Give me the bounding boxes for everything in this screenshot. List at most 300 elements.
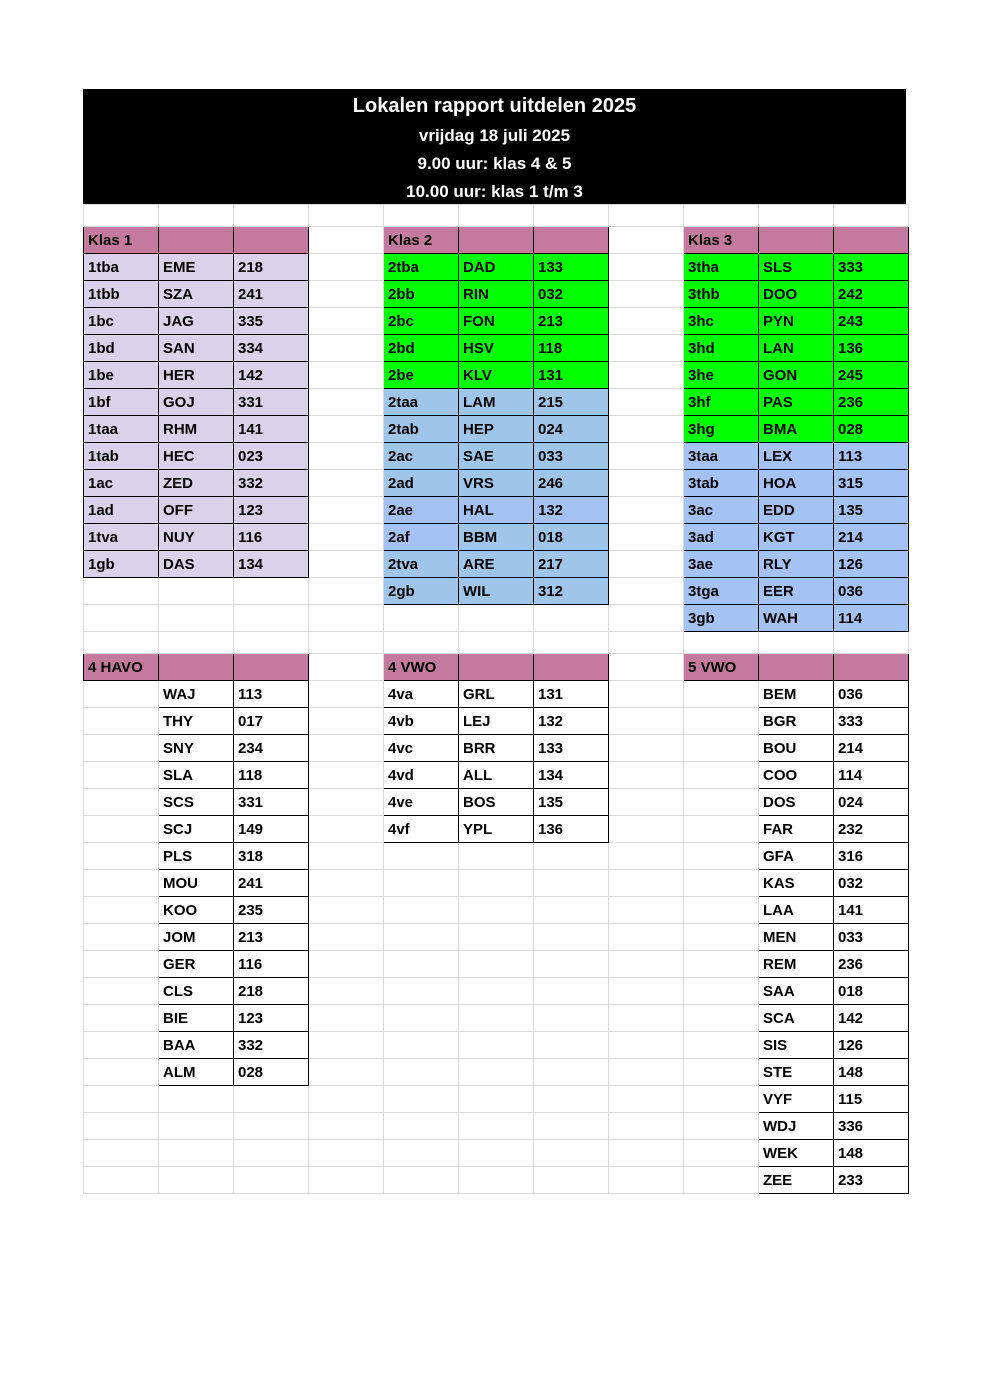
- class-cell: 3tga: [684, 578, 759, 605]
- room-cell: 131: [534, 681, 609, 708]
- grid-cell: [84, 816, 159, 843]
- grid-cell: [684, 1059, 759, 1086]
- class-cell: 2taa: [384, 389, 459, 416]
- grid-cell: [684, 632, 759, 654]
- grid-cell: [684, 843, 759, 870]
- room-cell: 024: [834, 789, 909, 816]
- grid-cell: [309, 1113, 384, 1140]
- room-cell: 116: [234, 951, 309, 978]
- teacher-cell: RLY: [759, 551, 834, 578]
- grid-cell: [684, 951, 759, 978]
- room-cell: 233: [834, 1167, 909, 1194]
- class-cell: 1bc: [84, 308, 159, 335]
- class-cell: 3hc: [684, 308, 759, 335]
- grid-cell: [609, 870, 684, 897]
- teacher-cell: COO: [759, 762, 834, 789]
- room-cell: 218: [234, 254, 309, 281]
- room-cell: 246: [534, 470, 609, 497]
- grid-cell: [309, 897, 384, 924]
- schedule-line-1: 9.00 uur: klas 4 & 5: [417, 154, 572, 173]
- teacher-cell: WIL: [459, 578, 534, 605]
- teacher-cell: BEM: [759, 681, 834, 708]
- teacher-cell: WAH: [759, 605, 834, 632]
- grid-cell: [84, 897, 159, 924]
- teacher-cell: SAN: [159, 335, 234, 362]
- grid-cell: [684, 1005, 759, 1032]
- room-cell: 133: [534, 254, 609, 281]
- teacher-cell: LEX: [759, 443, 834, 470]
- room-cell: 217: [534, 551, 609, 578]
- grid-cell: [609, 605, 684, 632]
- class-cell: 2ae: [384, 497, 459, 524]
- grid-cell: [609, 735, 684, 762]
- grid-cell: [309, 789, 384, 816]
- teacher-cell: SCJ: [159, 816, 234, 843]
- teacher-cell: GOJ: [159, 389, 234, 416]
- grid-cell: [759, 632, 834, 654]
- grid-cell: [534, 632, 609, 654]
- grid-cell: [609, 681, 684, 708]
- grid-row: [84, 978, 909, 1005]
- grid-cell: [684, 762, 759, 789]
- grid-cell: [384, 870, 459, 897]
- class-cell: 3hf: [684, 389, 759, 416]
- class-cell: 3ac: [684, 497, 759, 524]
- teacher-cell: RIN: [459, 281, 534, 308]
- grid-cell: [234, 605, 309, 632]
- grid-cell: [384, 951, 459, 978]
- grid-cell: [84, 708, 159, 735]
- group-header-cell: [159, 227, 234, 254]
- room-cell: 136: [534, 816, 609, 843]
- teacher-cell: BOU: [759, 735, 834, 762]
- grid-row: [84, 578, 909, 605]
- group-header-cell: [234, 227, 309, 254]
- grid-cell: [84, 605, 159, 632]
- grid-cell: [609, 578, 684, 605]
- teacher-cell: YPL: [459, 816, 534, 843]
- grid-cell: [459, 951, 534, 978]
- room-cell: 148: [834, 1059, 909, 1086]
- grid-cell: [534, 978, 609, 1005]
- grid-row: [84, 551, 909, 578]
- room-cell: 241: [234, 870, 309, 897]
- class-cell: 2ac: [384, 443, 459, 470]
- room-cell: 141: [834, 897, 909, 924]
- grid-row: [84, 497, 909, 524]
- grid-cell: [534, 205, 609, 227]
- teacher-cell: EER: [759, 578, 834, 605]
- teacher-cell: HER: [159, 362, 234, 389]
- grid-cell: [534, 843, 609, 870]
- grid-cell: [459, 924, 534, 951]
- teacher-cell: DOS: [759, 789, 834, 816]
- grid-row: [84, 1032, 909, 1059]
- grid-row: [84, 281, 909, 308]
- grid-cell: [609, 632, 684, 654]
- room-cell: 028: [234, 1059, 309, 1086]
- teacher-cell: GFA: [759, 843, 834, 870]
- room-cell: 113: [234, 681, 309, 708]
- report-header: [83, 89, 906, 204]
- grid-cell: [384, 1113, 459, 1140]
- group-header-cell: [459, 227, 534, 254]
- teacher-cell: DOO: [759, 281, 834, 308]
- room-cell: 335: [234, 308, 309, 335]
- teacher-cell: SLA: [159, 762, 234, 789]
- grid-cell: [309, 205, 384, 227]
- grid-cell: [384, 1167, 459, 1194]
- grid-row: [84, 1059, 909, 1086]
- grid-cell: [84, 843, 159, 870]
- grid-cell: [84, 1113, 159, 1140]
- grid-cell: [684, 1086, 759, 1113]
- grid-cell: [609, 524, 684, 551]
- room-cell: 316: [834, 843, 909, 870]
- grid-cell: [684, 978, 759, 1005]
- teacher-cell: BOS: [459, 789, 534, 816]
- grid-row: [84, 789, 909, 816]
- grid-cell: [459, 1167, 534, 1194]
- grid-row: [84, 816, 909, 843]
- grid-cell: [309, 681, 384, 708]
- grid-cell: [684, 1140, 759, 1167]
- grid-cell: [309, 1059, 384, 1086]
- room-cell: 032: [834, 870, 909, 897]
- room-cell: 113: [834, 443, 909, 470]
- grid-cell: [384, 1140, 459, 1167]
- grid-cell: [384, 843, 459, 870]
- grid-cell: [84, 1086, 159, 1113]
- grid-cell: [609, 227, 684, 254]
- grid-cell: [309, 708, 384, 735]
- class-cell: 4vd: [384, 762, 459, 789]
- grid-cell: [384, 605, 459, 632]
- teacher-cell: LAM: [459, 389, 534, 416]
- room-cell: 234: [234, 735, 309, 762]
- grid-cell: [384, 632, 459, 654]
- grid-cell: [459, 205, 534, 227]
- grid-cell: [609, 470, 684, 497]
- grid-row: [84, 762, 909, 789]
- grid-cell: [534, 870, 609, 897]
- room-cell: 331: [234, 389, 309, 416]
- teacher-cell: LEJ: [459, 708, 534, 735]
- teacher-cell: HOA: [759, 470, 834, 497]
- room-cell: 241: [234, 281, 309, 308]
- room-cell: 134: [234, 551, 309, 578]
- room-cell: 213: [234, 924, 309, 951]
- class-cell: 1be: [84, 362, 159, 389]
- teacher-cell: JOM: [159, 924, 234, 951]
- grid-cell: [609, 281, 684, 308]
- room-cell: 332: [234, 1032, 309, 1059]
- teacher-cell: HSV: [459, 335, 534, 362]
- grid-cell: [309, 281, 384, 308]
- teacher-cell: LAA: [759, 897, 834, 924]
- grid-cell: [609, 951, 684, 978]
- room-cell: 235: [234, 897, 309, 924]
- room-cell: 123: [234, 1005, 309, 1032]
- teacher-cell: SCS: [159, 789, 234, 816]
- grid-cell: [684, 870, 759, 897]
- room-cell: 024: [534, 416, 609, 443]
- room-cell: 334: [234, 335, 309, 362]
- grid-cell: [684, 1167, 759, 1194]
- grid-cell: [234, 1140, 309, 1167]
- grid-row: [84, 524, 909, 551]
- room-cell: 033: [534, 443, 609, 470]
- grid-cell: [309, 654, 384, 681]
- class-cell: 3ad: [684, 524, 759, 551]
- grid-cell: [534, 1113, 609, 1140]
- teacher-cell: ARE: [459, 551, 534, 578]
- grid-cell: [609, 497, 684, 524]
- class-cell: 1tab: [84, 443, 159, 470]
- grid-cell: [159, 1167, 234, 1194]
- grid-cell: [309, 1032, 384, 1059]
- grid-cell: [309, 497, 384, 524]
- grid-cell: [609, 205, 684, 227]
- grid-cell: [309, 362, 384, 389]
- group-title: 4 HAVO: [84, 654, 159, 681]
- class-cell: 2ad: [384, 470, 459, 497]
- grid-cell: [534, 924, 609, 951]
- grid-cell: [609, 816, 684, 843]
- teacher-cell: KAS: [759, 870, 834, 897]
- class-cell: 1tbb: [84, 281, 159, 308]
- grid-row: [84, 335, 909, 362]
- grid-cell: [834, 632, 909, 654]
- room-cell: 333: [834, 254, 909, 281]
- teacher-cell: SAA: [759, 978, 834, 1005]
- grid-cell: [234, 578, 309, 605]
- grid-cell: [684, 789, 759, 816]
- room-cell: 017: [234, 708, 309, 735]
- grid-cell: [459, 1059, 534, 1086]
- room-cell: 215: [534, 389, 609, 416]
- room-cell: 243: [834, 308, 909, 335]
- grid-cell: [609, 1167, 684, 1194]
- grid-cell: [534, 1167, 609, 1194]
- teacher-cell: VYF: [759, 1086, 834, 1113]
- teacher-cell: GON: [759, 362, 834, 389]
- room-cell: 033: [834, 924, 909, 951]
- grid-row: [84, 416, 909, 443]
- teacher-cell: BRR: [459, 735, 534, 762]
- room-cell: 236: [834, 389, 909, 416]
- grid-cell: [309, 443, 384, 470]
- teacher-cell: ALM: [159, 1059, 234, 1086]
- class-cell: 3tab: [684, 470, 759, 497]
- room-cell: 312: [534, 578, 609, 605]
- room-cell: 136: [834, 335, 909, 362]
- grid-row: [84, 735, 909, 762]
- grid-cell: [384, 1059, 459, 1086]
- grid-row: [84, 205, 909, 227]
- teacher-cell: MOU: [159, 870, 234, 897]
- grid-cell: [384, 978, 459, 1005]
- grid-row: [84, 1113, 909, 1140]
- grid-cell: [609, 1032, 684, 1059]
- class-cell: 3thb: [684, 281, 759, 308]
- group-header-cell: [534, 227, 609, 254]
- grid-cell: [384, 897, 459, 924]
- class-cell: 2tab: [384, 416, 459, 443]
- room-cell: 232: [834, 816, 909, 843]
- grid-cell: [609, 897, 684, 924]
- grid-row: [84, 708, 909, 735]
- grid-cell: [84, 681, 159, 708]
- teacher-cell: KGT: [759, 524, 834, 551]
- grid-row: [84, 897, 909, 924]
- grid-cell: [609, 362, 684, 389]
- grid-cell: [159, 632, 234, 654]
- group-title: 4 VWO: [384, 654, 459, 681]
- grid-cell: [84, 870, 159, 897]
- teacher-cell: BIE: [159, 1005, 234, 1032]
- class-cell: 1ad: [84, 497, 159, 524]
- grid-cell: [234, 632, 309, 654]
- room-cell: 141: [234, 416, 309, 443]
- grid-cell: [309, 1140, 384, 1167]
- grid-cell: [684, 1032, 759, 1059]
- class-cell: 4vc: [384, 735, 459, 762]
- grid-cell: [609, 1005, 684, 1032]
- teacher-cell: SCA: [759, 1005, 834, 1032]
- teacher-cell: DAD: [459, 254, 534, 281]
- teacher-cell: FON: [459, 308, 534, 335]
- teacher-cell: RHM: [159, 416, 234, 443]
- grid-row: [84, 1167, 909, 1194]
- class-cell: 3ae: [684, 551, 759, 578]
- grid-cell: [84, 789, 159, 816]
- teacher-cell: SLS: [759, 254, 834, 281]
- room-cell: 126: [834, 551, 909, 578]
- grid-cell: [609, 1113, 684, 1140]
- teacher-cell: MEN: [759, 924, 834, 951]
- grid-cell: [609, 978, 684, 1005]
- grid-row: [84, 924, 909, 951]
- grid-cell: [459, 1005, 534, 1032]
- room-cell: 336: [834, 1113, 909, 1140]
- grid-cell: [309, 335, 384, 362]
- grid-cell: [84, 1032, 159, 1059]
- grid-cell: [459, 605, 534, 632]
- room-cell: 245: [834, 362, 909, 389]
- grid-cell: [309, 632, 384, 654]
- grid-cell: [534, 1086, 609, 1113]
- grid-cell: [609, 924, 684, 951]
- grid-cell: [234, 1167, 309, 1194]
- teacher-cell: BMA: [759, 416, 834, 443]
- grid-cell: [84, 762, 159, 789]
- group-header-cell: [234, 654, 309, 681]
- teacher-cell: REM: [759, 951, 834, 978]
- group-header-cell: [834, 654, 909, 681]
- class-cell: 4vb: [384, 708, 459, 735]
- class-cell: 1gb: [84, 551, 159, 578]
- grid-cell: [309, 924, 384, 951]
- class-cell: 3taa: [684, 443, 759, 470]
- grid-cell: [459, 1086, 534, 1113]
- room-cell: 218: [234, 978, 309, 1005]
- room-cell: 032: [534, 281, 609, 308]
- room-cell: 315: [834, 470, 909, 497]
- teacher-cell: WDJ: [759, 1113, 834, 1140]
- grid-cell: [534, 1032, 609, 1059]
- grid-cell: [309, 389, 384, 416]
- room-cell: 134: [534, 762, 609, 789]
- grid-cell: [84, 1005, 159, 1032]
- class-cell: 1bd: [84, 335, 159, 362]
- room-cell: 142: [234, 362, 309, 389]
- grid-cell: [684, 681, 759, 708]
- grid-cell: [459, 870, 534, 897]
- room-cell: 135: [534, 789, 609, 816]
- class-cell: 1tva: [84, 524, 159, 551]
- class-cell: 1taa: [84, 416, 159, 443]
- teacher-cell: SAE: [459, 443, 534, 470]
- grid-cell: [159, 205, 234, 227]
- grid-cell: [384, 924, 459, 951]
- class-cell: 3he: [684, 362, 759, 389]
- grid-cell: [684, 1113, 759, 1140]
- room-cell: 116: [234, 524, 309, 551]
- room-cell: 318: [234, 843, 309, 870]
- room-cell: 126: [834, 1032, 909, 1059]
- grid-cell: [609, 789, 684, 816]
- teacher-cell: BGR: [759, 708, 834, 735]
- room-cell: 133: [534, 735, 609, 762]
- teacher-cell: SNY: [159, 735, 234, 762]
- grid-cell: [234, 1086, 309, 1113]
- grid-cell: [84, 978, 159, 1005]
- grid-cell: [309, 524, 384, 551]
- grid-cell: [834, 205, 909, 227]
- grid-cell: [309, 1086, 384, 1113]
- teacher-cell: STE: [759, 1059, 834, 1086]
- grid-cell: [684, 205, 759, 227]
- teacher-cell: SIS: [759, 1032, 834, 1059]
- teacher-cell: HEC: [159, 443, 234, 470]
- group-header-cell: [759, 227, 834, 254]
- grid-cell: [534, 897, 609, 924]
- grid-cell: [309, 254, 384, 281]
- teacher-cell: KLV: [459, 362, 534, 389]
- class-cell: 1bf: [84, 389, 159, 416]
- teacher-cell: VRS: [459, 470, 534, 497]
- grid-cell: [84, 578, 159, 605]
- grid-cell: [234, 1113, 309, 1140]
- grid-row: [84, 1005, 909, 1032]
- teacher-cell: ALL: [459, 762, 534, 789]
- class-cell: 4ve: [384, 789, 459, 816]
- grid-cell: [459, 897, 534, 924]
- room-cell: 028: [834, 416, 909, 443]
- room-cell: 333: [834, 708, 909, 735]
- grid-cell: [609, 389, 684, 416]
- class-cell: 2gb: [384, 578, 459, 605]
- grid-cell: [459, 978, 534, 1005]
- grid-cell: [309, 762, 384, 789]
- teacher-cell: PYN: [759, 308, 834, 335]
- room-cell: 142: [834, 1005, 909, 1032]
- group-header-cell: [534, 654, 609, 681]
- group-header-cell: [159, 654, 234, 681]
- grid-cell: [309, 951, 384, 978]
- grid-row: [84, 681, 909, 708]
